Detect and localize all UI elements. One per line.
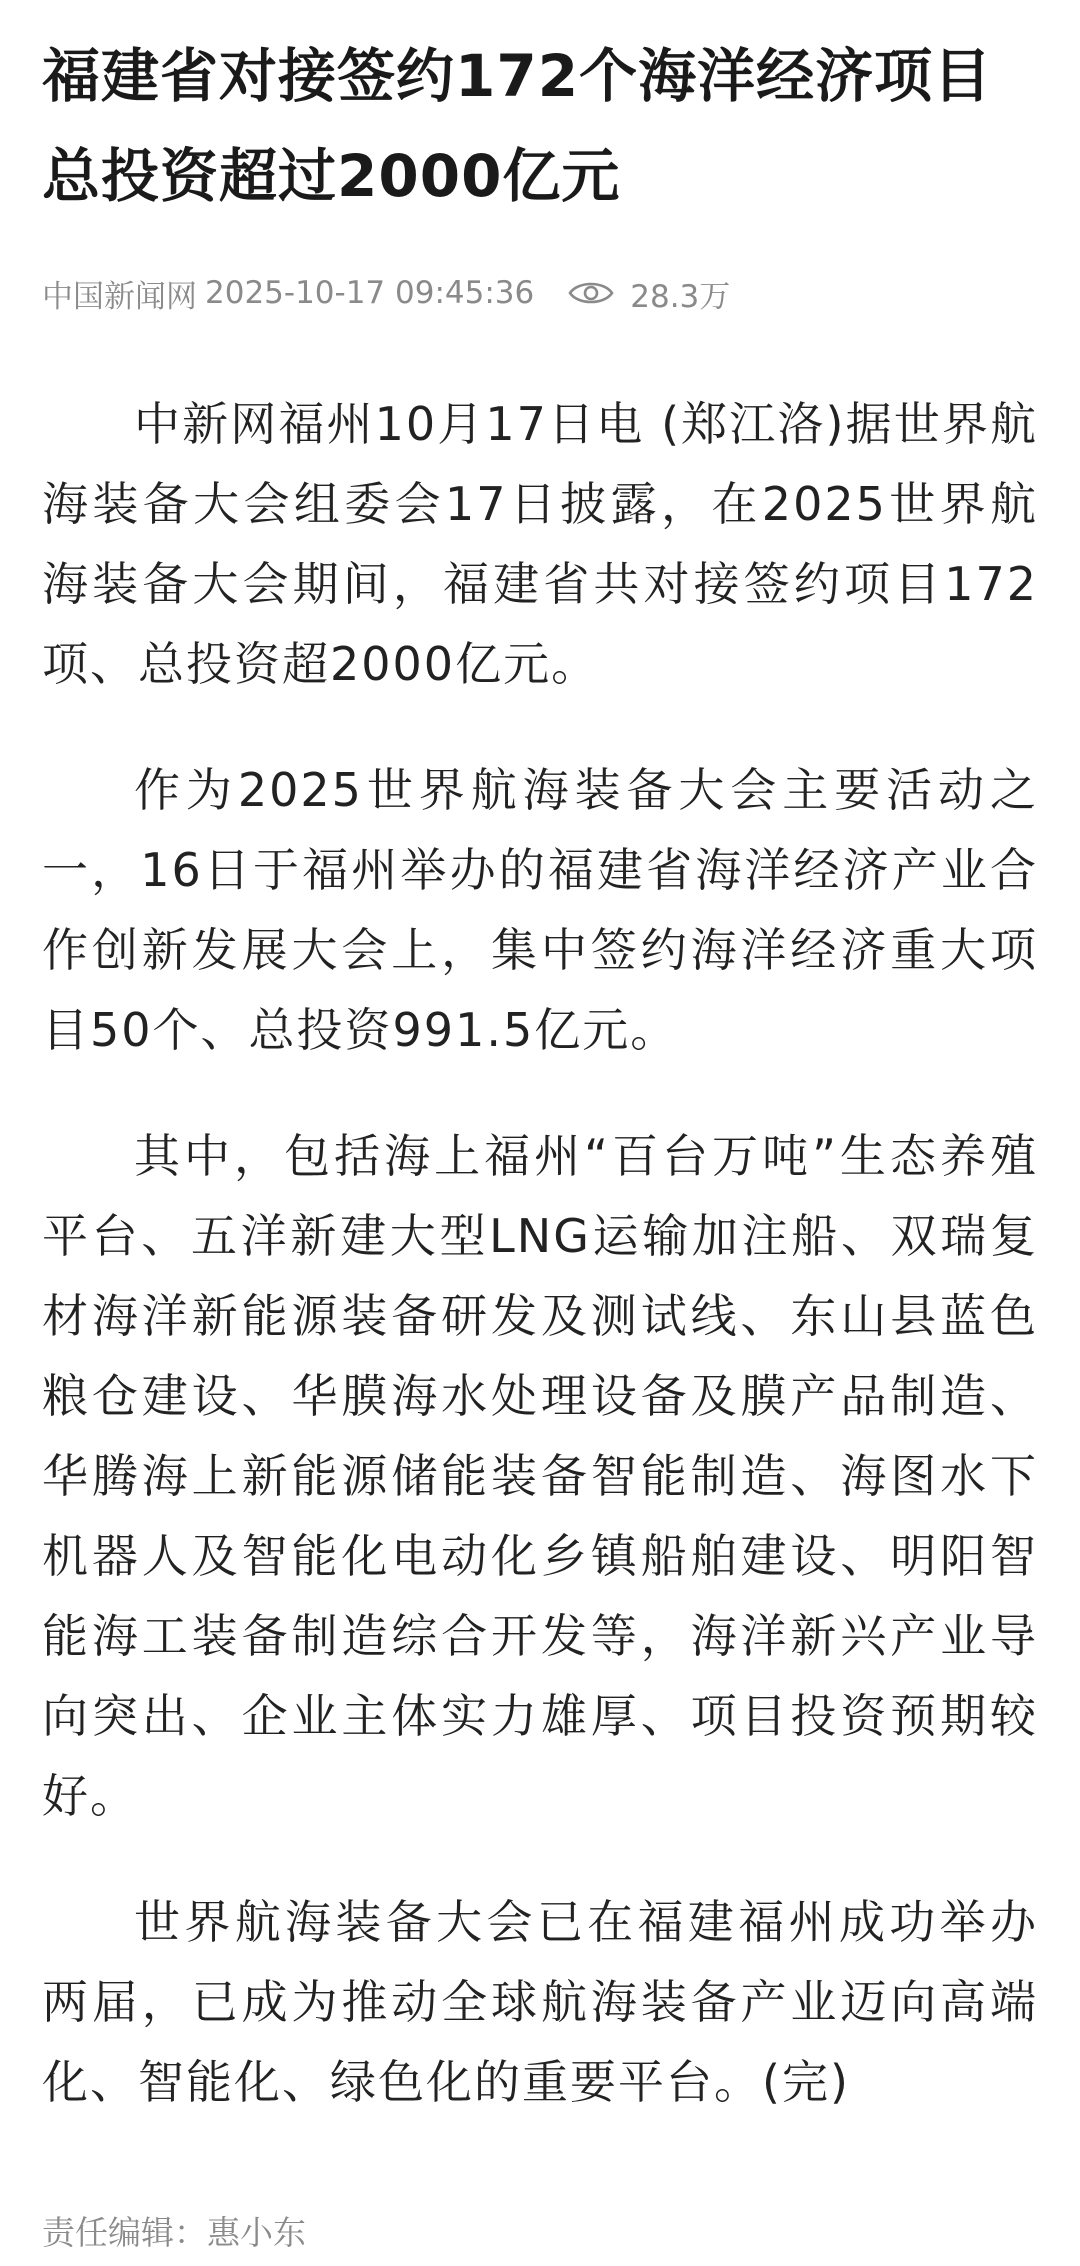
eye-icon bbox=[568, 278, 614, 308]
paragraph: 中新网福州10月17日电 (郑江洛)据世界航海装备大会组委会17日披露，在2025世界航海装备大会期间，福建省共对接签约项目172项、总投资超2000亿元。 bbox=[42, 397, 1038, 691]
article-body bbox=[42, 384, 1038, 2122]
view-count: 28.3万 bbox=[630, 278, 731, 315]
paragraph: 作为2025世界航海装备大会主要活动之一，16日于福州举办的福建省海洋经济产业合作创新发展大会上，集中签约海洋经济重大项目50个、总投资991.5亿元。 bbox=[42, 763, 1038, 1057]
paragraph: 世界航海装备大会已在福建福州成功举办两届，已成为推动全球航海装备产业迈向高端化、智能化、绿色化的重要平台。(完) bbox=[42, 1895, 1038, 2109]
publish-time: 2025-10-17 09:45:36 bbox=[205, 275, 535, 311]
article-title: 福建省对接签约172个海洋经济项目总投资超过2000亿元 bbox=[42, 42, 993, 210]
paragraph: 其中，包括海上福州“百台万吨”生态养殖平台、五洋新建大型LNG运输加注船、双瑞复材海洋新能源装备研发及测试线、东山县蓝色粮仓建设、华膜海水处理设备及膜产品制造、华腾海上新能源储能装备智能制造、海图水下机器人及智能化电动化乡镇船舶建设、明阳智能海工装备制造综合开发等，海洋新兴产业导向突出、企业主体实力雄厚、项目投资预期较好。 bbox=[42, 1129, 1038, 1823]
responsible-editor: 责任编辑：惠小东 bbox=[42, 2213, 306, 2252]
source-name: 中国新闻网 bbox=[42, 278, 197, 315]
article-meta bbox=[42, 268, 1038, 318]
